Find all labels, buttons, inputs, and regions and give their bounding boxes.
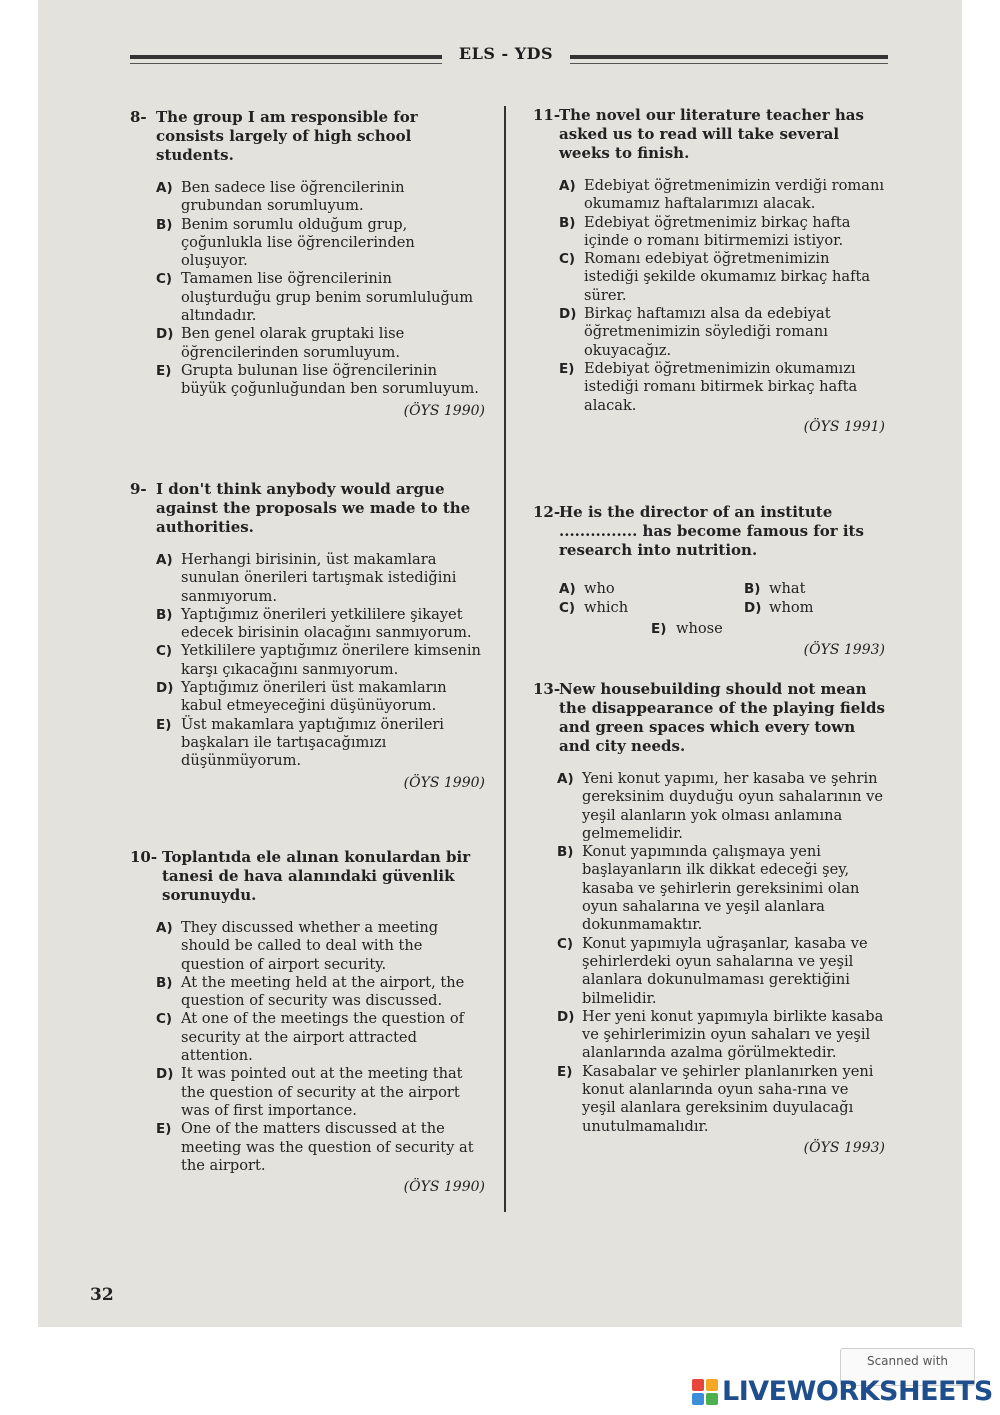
option-letter: B): [156, 216, 173, 233]
question-source: (ÖYS 1993): [803, 1139, 885, 1156]
question-text-line1: He is the director of an institute: [559, 503, 833, 521]
question-11: [533, 106, 885, 435]
option-text: Konut yapımında çalışmaya yeni başlayanların ilk dikkat edeceği şey, kasaba ve şehirlerin gereksinimi olan oyun sahalarına ve yeşil alanlara dokunmamaktır.: [582, 843, 860, 934]
option-text: Yeni konut yapımı, her kasaba ve şehrin gereksinim duyduğu oyun sahalarının ve yeşil alanların yok olması anlamına gelmemelidir.: [582, 770, 883, 842]
option-text: Grupta bulunan lise öğrencilerinin büyük çoğunluğundan ben sorumluyum.: [181, 361, 479, 398]
option-text: They discussed whether a meeting should be called to deal with the question of airport security.: [181, 919, 439, 973]
option-letter: D): [744, 600, 762, 617]
option-letter: C): [156, 1011, 173, 1028]
question-text: New housebuilding should not mean the disappearance of the playing fields and green spaces which every town and city needs.: [559, 680, 885, 755]
option-letter: B): [156, 974, 173, 991]
page-number: 32: [90, 1285, 114, 1305]
option-b[interactable]: [557, 843, 885, 934]
scanner-label: Scanned with: [866, 1354, 949, 1368]
option-d[interactable]: [557, 1008, 885, 1063]
option-letter: A): [156, 552, 173, 568]
option-text: It was pointed out at the meeting that the question of security at the airport was of first importance.: [181, 1065, 463, 1119]
option-letter: C): [156, 271, 173, 288]
option-e[interactable]: [557, 1063, 885, 1136]
option-letter: D): [559, 306, 577, 323]
option-text: Tamamen lise öğrencilerinin oluşturduğu grup benim sorumluluğum altındadır.: [181, 270, 474, 325]
question-number: 12-: [533, 503, 561, 521]
option-c[interactable]: [156, 1010, 485, 1065]
option-a[interactable]: [156, 551, 485, 606]
header-rule-right-thin: [570, 63, 888, 64]
option-letter: C): [156, 643, 173, 660]
option-letter: A): [559, 178, 576, 194]
option-text: who: [584, 580, 615, 597]
header-rule-right: [570, 55, 888, 59]
question-source: (ÖYS 1993): [803, 641, 885, 658]
option-a[interactable]: [559, 177, 885, 214]
question-source: (ÖYS 1990): [403, 402, 485, 419]
option-text: Üst makamlara yaptığımız önerileri başkaları ile tartışacağımızı düşünmüyorum.: [181, 715, 444, 770]
option-a[interactable]: [557, 770, 885, 843]
option-text: Edebiyat öğretmenimizin verdiği romanı okumamız haftalarımızı alacak.: [584, 177, 885, 213]
logo-square-blue: [692, 1393, 704, 1405]
option-c[interactable]: [559, 250, 885, 305]
option-letter: E): [559, 360, 575, 377]
question-stem: [533, 503, 885, 560]
option-text: Konut yapımıyla uğraşanlar, kasaba ve şehirlerdeki oyun sahalarına ve yeşil alanlara dokunulmaması gerektiğini bilmelidir.: [582, 934, 868, 1007]
option-text: whose: [676, 619, 723, 637]
question-9: [130, 480, 485, 791]
option-text: At one of the meetings the question of security at the airport attracted attention.: [181, 1010, 465, 1065]
option-letter: D): [156, 680, 174, 697]
option-e[interactable]: [156, 1120, 485, 1175]
question-8: [130, 108, 485, 419]
option-letter: B): [744, 581, 761, 597]
option-letter: C): [559, 251, 576, 268]
option-c[interactable]: [559, 599, 744, 617]
question-source: (ÖYS 1990): [403, 774, 485, 791]
option-text: what: [769, 580, 806, 597]
option-d[interactable]: [156, 679, 485, 716]
option-e[interactable]: [559, 360, 885, 415]
option-d[interactable]: [156, 325, 485, 362]
option-text: Kasabalar ve şehirler planlanırken yeni konut alanlarında oyun saha-rına ve yeşil alanlara gereksinim duyulacağı unutulmamalıdır.: [582, 1062, 874, 1135]
question-source: (ÖYS 1991): [803, 418, 885, 435]
option-d[interactable]: [156, 1065, 485, 1120]
header-rule-left: [130, 55, 442, 59]
option-c[interactable]: [557, 935, 885, 1008]
question-stem: [130, 108, 485, 165]
option-letter: D): [156, 1066, 174, 1083]
option-d[interactable]: [744, 599, 884, 617]
option-text: One of the matters discussed at the meeting was the question of security at the airport.: [181, 1120, 474, 1174]
option-c[interactable]: [156, 270, 485, 325]
option-text: Ben sadece lise öğrencilerinin grubundan sorumluyum.: [181, 179, 405, 215]
question-number: 8-: [130, 108, 147, 126]
option-letter: A): [557, 771, 574, 787]
column-divider: [504, 106, 506, 1212]
option-letter: A): [559, 581, 576, 597]
option-b[interactable]: [156, 216, 485, 271]
option-text: Her yeni konut yapımıyla birlikte kasaba ve şehirlerimizin oyun sahaları ve yeşil alanlarında azalma görülmektedir.: [582, 1007, 884, 1062]
option-text: At the meeting held at the airport, the question of security was discussed.: [181, 973, 465, 1010]
option-text: whom: [769, 599, 814, 617]
option-e[interactable]: [156, 716, 485, 771]
option-text: Yaptığımız önerileri yetkililere şikayet edecek birisinin olacağını sanmıyorum.: [181, 605, 472, 642]
option-text: Yaptığımız önerileri üst makamların kabul etmeyeceğini düşünüyorum.: [181, 679, 447, 715]
liveworksheets-logo[interactable]: [692, 1376, 993, 1407]
question-13: [533, 680, 885, 1156]
logo-square-green: [706, 1393, 718, 1405]
option-letter: E): [156, 362, 172, 379]
question-text: Toplantıda ele alınan konulardan bir tanesi de hava alanındaki güvenlik sorunuydu.: [162, 848, 471, 904]
option-text: Benim sorumlu olduğum grup, çoğunlukla lise öğrencilerinden oluşuyor.: [181, 215, 415, 270]
logo-square-red: [692, 1379, 704, 1391]
option-e[interactable]: [651, 620, 885, 638]
question-10: [130, 848, 485, 1195]
question-text: I don't think anybody would argue against the proposals we made to the authorities.: [156, 480, 471, 536]
option-letter: D): [557, 1008, 575, 1025]
option-b[interactable]: [156, 606, 485, 643]
option-text: Romanı edebiyat öğretmenimizin istediği şekilde okumamız birkaç hafta sürer.: [584, 250, 871, 304]
question-text-line2: ............... has become famous for its research into nutrition.: [559, 522, 864, 559]
logo-square-orange: [706, 1379, 718, 1391]
option-e[interactable]: [156, 362, 485, 399]
question-number: 11-: [533, 106, 561, 124]
option-text: Edebiyat öğretmenimizin okumamızı istediği romanı bitirmek birkaç hafta alacak.: [584, 359, 858, 414]
question-number: 10-: [130, 848, 158, 866]
question-text: The group I am responsible for consists largely of high school students.: [156, 108, 418, 164]
question-stem: [130, 848, 485, 905]
option-letter: A): [156, 180, 173, 196]
option-a[interactable]: [559, 580, 744, 598]
question-number: 9-: [130, 480, 147, 498]
question-text: The novel our literature teacher has asked us to read will take several weeks to finish.: [559, 106, 864, 162]
option-letter: D): [156, 326, 174, 343]
question-number: 13-: [533, 680, 561, 698]
option-text: Birkaç haftamızı alsa da edebiyat öğretmenimizin söylediği romanı okuyacağız.: [584, 305, 831, 359]
question-stem: [130, 480, 485, 537]
option-letter: E): [156, 716, 172, 733]
option-b[interactable]: [156, 974, 485, 1011]
option-letter: B): [156, 606, 173, 623]
question-stem: [533, 106, 885, 163]
option-letter: E): [156, 1121, 172, 1138]
option-d[interactable]: [559, 305, 885, 360]
option-text: Herhangi birisinin, üst makamlara sunulan önerileri tartışmak istediğini sanmıyorum.: [181, 551, 457, 605]
header-title: ELS - YDS: [458, 44, 554, 63]
option-text: Edebiyat öğretmenimiz birkaç hafta içinde o romanı bitirmemizi istiyor.: [584, 213, 851, 249]
option-text: Yetkililere yaptığımız önerilere kimsenin karşı çıkacağını sanmıyorum.: [181, 642, 481, 678]
option-letter: B): [557, 844, 574, 861]
option-b[interactable]: [559, 214, 885, 251]
option-letter: A): [156, 920, 173, 936]
option-text: Ben genel olarak gruptaki lise öğrencilerinden sorumluyum.: [181, 325, 405, 361]
option-a[interactable]: [156, 919, 485, 974]
option-letter: C): [559, 600, 576, 617]
header-rule-left-thin: [130, 63, 442, 64]
option-b[interactable]: [744, 580, 884, 598]
option-c[interactable]: [156, 642, 485, 679]
question-stem: [533, 680, 885, 756]
option-letter: E): [651, 620, 667, 637]
option-letter: C): [557, 935, 574, 952]
question-12: [533, 503, 885, 658]
option-text: which: [584, 599, 629, 617]
liveworksheets-icon: [692, 1379, 718, 1405]
option-a[interactable]: [156, 179, 485, 216]
option-letter: B): [559, 214, 576, 231]
option-letter: E): [557, 1063, 573, 1080]
question-source: (ÖYS 1990): [403, 1179, 485, 1196]
liveworksheets-wordmark: LIVEWORKSHEETS: [722, 1376, 993, 1407]
